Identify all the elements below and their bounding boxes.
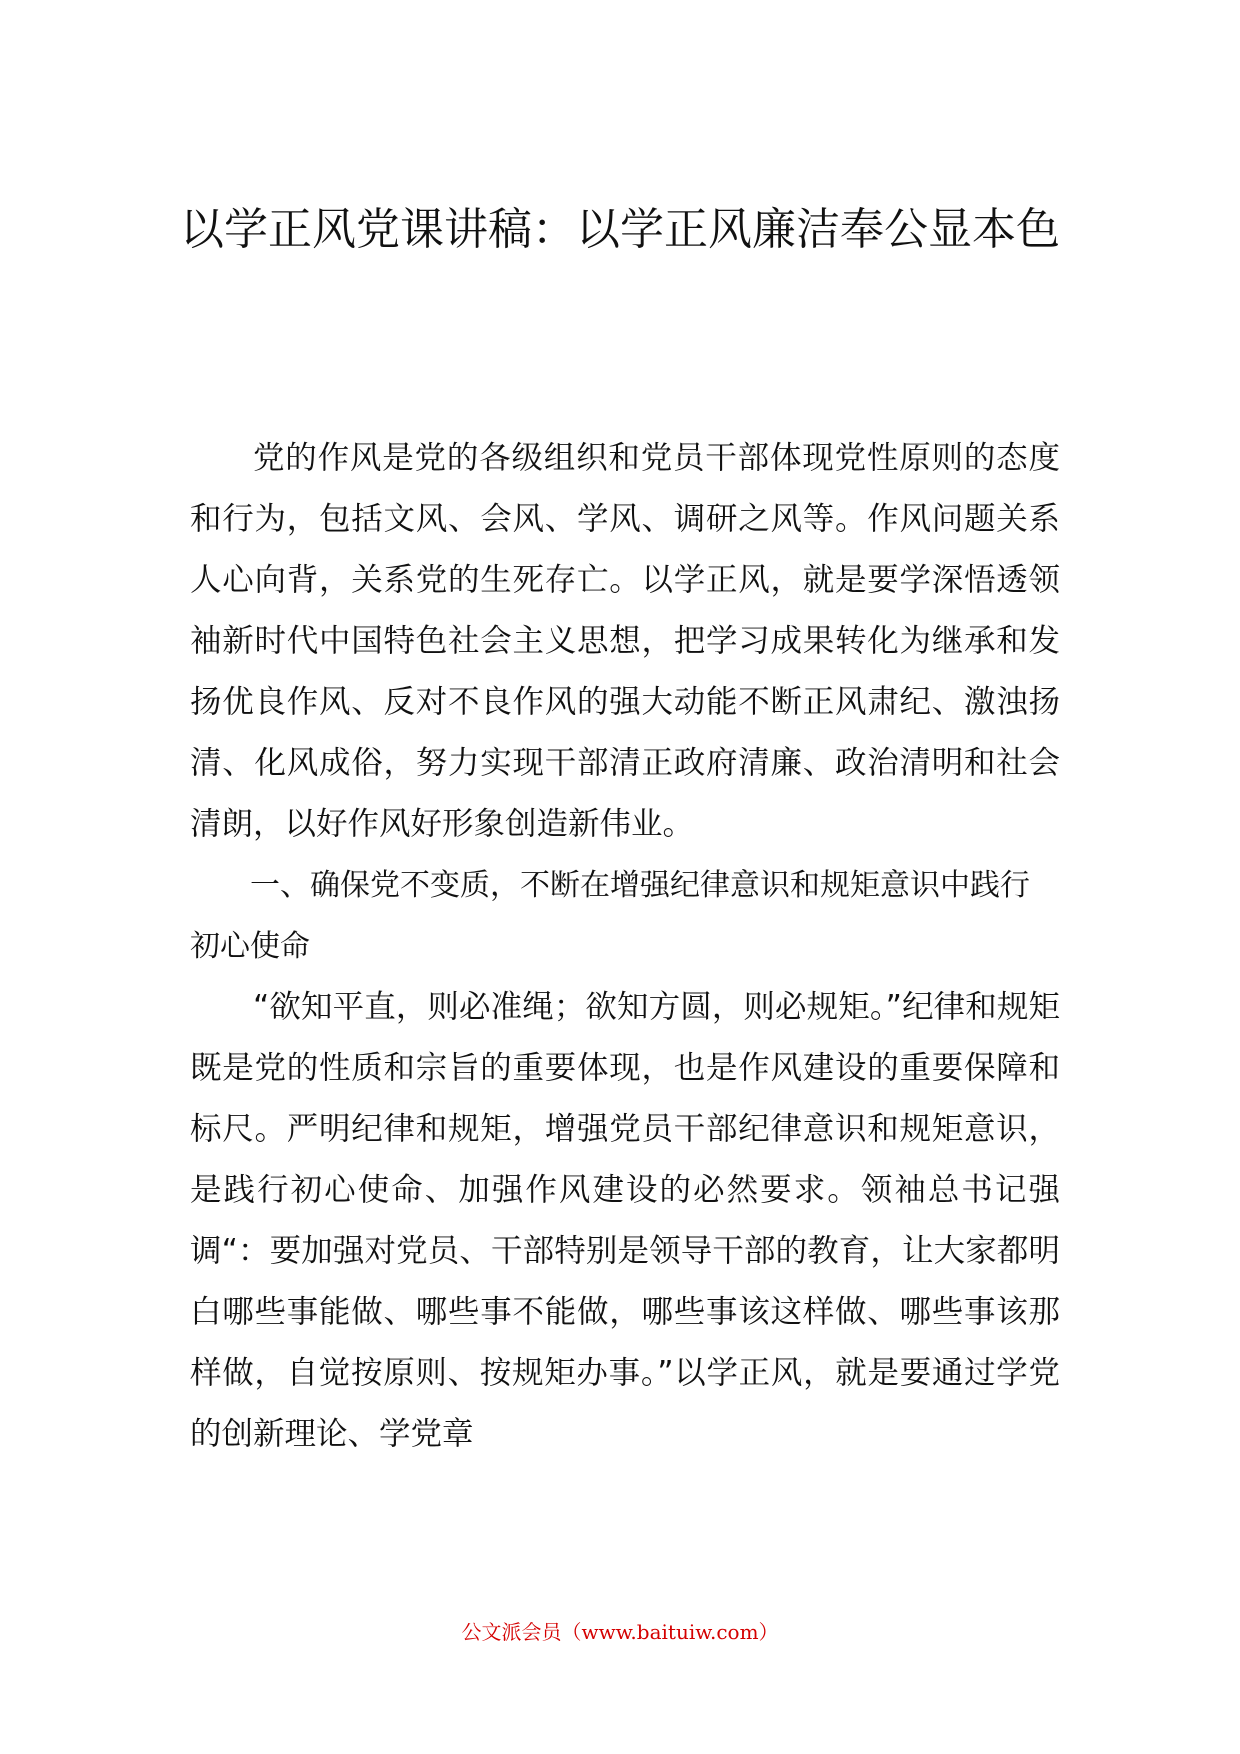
section-heading: 一、确保党不变质，不断在增强纪律意识和规矩意识中践行初心使命 [190, 868, 1030, 964]
section-paragraph: “欲知平直，则必准绳；欲知方圆，则必规矩。”纪律和规矩既是党的性质和宗旨的重要体现，也是作风建设的重要保障和标尺。严明纪律和规矩，增强党员干部纪律意识和规矩意识，是践行初心使命、加强作风建设的必然要求。领袖总书记强调“：要加强对党员、干部特别是领导干部的教育，让大家都明白哪些事能做、哪些事不能做，哪些事该这样做、哪些事该那样做，自觉按原则、按规矩办事。”以学正风，就是要通过学党的创新理论、学党章 [190, 989, 1060, 1452]
footer-watermark: 公文派会员（www.baituiw.com） [461, 1620, 779, 1644]
document-title: 以学正风党课讲稿：以学正风廉洁奉公显本色 [180, 204, 1060, 255]
document-body [190, 428, 1060, 1465]
intro-paragraph: 党的作风是党的各级组织和党员干部体现党性原则的态度和行为，包括文风、会风、学风、调研之风等。作风问题关系人心向背，关系党的生死存亡。以学正风，就是要学深悟透领袖新时代中国特色社会主义思想，把学习成果转化为继承和发扬优良作风、反对不良作风的强大动能不断正风肃纪、激浊扬清、化风成俗，努力实现干部清正政府清廉、政治清明和社会清朗，以好作风好形象创造新伟业。 [190, 440, 1060, 842]
